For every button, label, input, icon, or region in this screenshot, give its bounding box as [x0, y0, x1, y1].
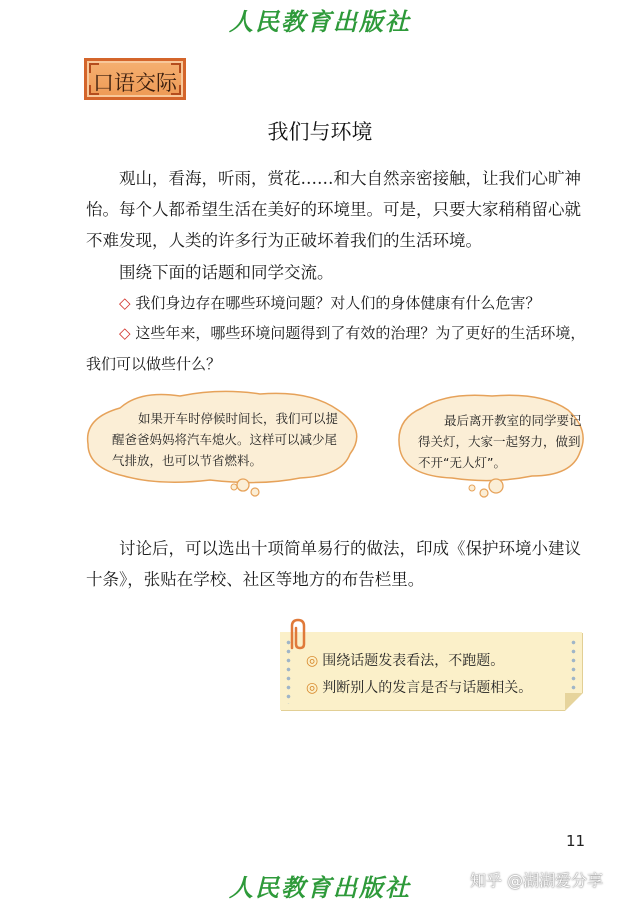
- tips-note-card: [280, 632, 582, 710]
- topic-bullet-text: 我们身边存在哪些环境问题？对人们的身体健康有什么危害？: [135, 294, 541, 312]
- diamond-bullet-icon: ◇: [119, 294, 131, 312]
- paragraph-instruction: 围绕下面的话题和同学交流。: [119, 263, 334, 282]
- section-tag-label: 口语交际: [93, 71, 177, 95]
- topic-bullet-2: [86, 318, 586, 380]
- page-number: 11: [566, 832, 586, 850]
- topic-bullet-1: [86, 288, 586, 319]
- diamond-bullet-icon: ◇: [119, 324, 131, 342]
- tip-text: 围绕话题发表看法，不跑题。: [322, 653, 505, 669]
- tip-item-1: [306, 650, 504, 670]
- double-circle-bullet-icon: ◎: [306, 653, 319, 669]
- speech-bubble-right-text: 最后离开教室的同学要记得关灯，大家一起努力，做到不开“无人灯”。: [418, 413, 582, 470]
- folded-corner: [565, 693, 583, 711]
- paragraph-conclusion: 讨论后，可以选出十项简单易行的做法，印成《保护环境小建议十条》，张贴在学校、社区等地方的布告栏里。: [86, 539, 581, 589]
- publisher-logo-bottom: 人民教育出版社: [229, 873, 411, 902]
- watermark: 知乎 @湖湖爱分享: [470, 871, 604, 890]
- paperclip-icon: [284, 618, 310, 652]
- tip-text: 判断别人的发言是否与话题相关。: [322, 680, 533, 696]
- section-tag: [84, 58, 186, 100]
- topic-bullet-text: 这些年来，哪些环境问题得到了有效的治理？为了更好的生活环境，我们可以做些什么？: [86, 324, 586, 373]
- tip-item-2: [306, 677, 532, 697]
- speech-bubble-left-text: 如果开车时停候时间长，我们可以提醒爸爸妈妈将汽车熄火。这样可以减少尾气排放，也可以节省燃料。: [112, 411, 339, 468]
- publisher-logo-top: 人民教育出版社: [229, 7, 411, 36]
- double-circle-bullet-icon: ◎: [306, 680, 319, 696]
- page-title: 我们与环境: [267, 120, 373, 144]
- paragraph-intro: 观山，看海，听雨，赏花……和大自然亲密接触，让我们心旷神怡。每个人都希望生活在美好的环境里。可是，只要大家稍稍留心就不难发现，人类的许多行为正破坏着我们的生活环境。: [86, 169, 581, 250]
